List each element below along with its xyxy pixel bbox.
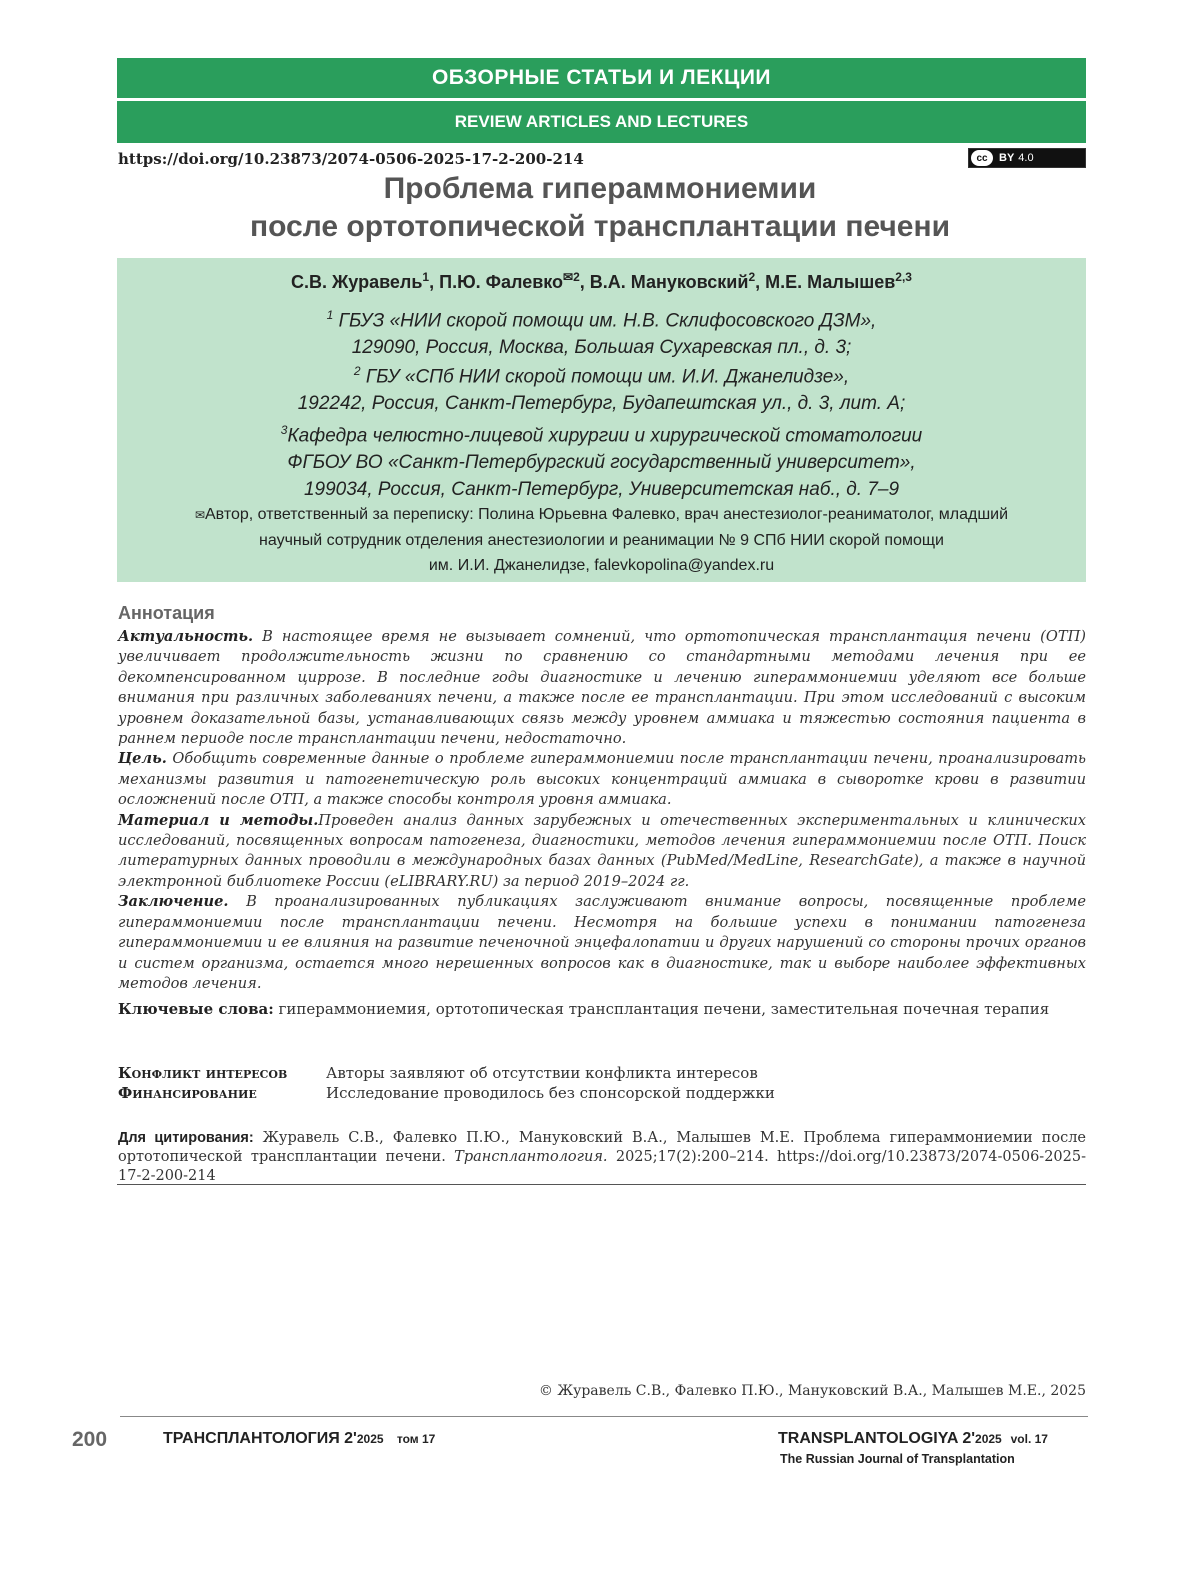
affiliation-sup: 3	[280, 423, 288, 437]
journal-title-ru: ТРАНСПЛАНТОЛОГИЯ 2'	[163, 1430, 357, 1447]
correspondence-email[interactable]: им. И.И. Джанелидзе, falevkopolina@yandex.ru	[428, 557, 775, 574]
journal-name-ru	[163, 1430, 435, 1448]
abstract-body	[118, 627, 1086, 994]
funding-label: Финансирование	[118, 1084, 257, 1102]
abstract-text: Проведен анализ данных зарубежных и отечественных экспериментальных и клинических исследований, посвященных вопросам патогенеза, диагностики, методов лечения гипераммониемии после ОТП. Поиск литературных данных проводили в международных базах данных (PubMed/MedLine, ResearchGate), а также в научной электронной библиотеке России (eLIBRARY.RU) за период 2019–2024 гг.	[118, 811, 1086, 890]
cc-license-badge[interactable]	[968, 148, 1086, 168]
author-list	[117, 270, 1086, 293]
abstract-text: В проанализированных публикациях заслуживают внимание вопросы, посвященные проблеме гипераммониемии после трансплантации печени. Несмотря на большие успехи в понимании патогенеза гипераммониемии и ее влияния на развитие печеночной энцефалопатии и других нарушений со стороны прочих органов и систем организма, остается много нерешенных вопросов как в диагностике, так и выборе наиболее эффективных методов лечения.	[118, 893, 1086, 992]
journal-subtitle-en: The Russian Journal of Transplantation	[780, 1452, 1015, 1466]
affiliation-3	[117, 417, 1086, 503]
journal-title-en: TRANSPLANTOLOGIYA 2'	[778, 1430, 976, 1447]
author-name: С.В. Журавель	[291, 272, 423, 292]
citation-journal: Трансплантология.	[454, 1149, 608, 1165]
title-line-1: Проблема гипераммониемии	[383, 172, 817, 205]
funding-text: Исследование проводилось без спонсорской поддержки	[326, 1084, 775, 1102]
keywords-label: Ключевые слова:	[118, 1000, 274, 1018]
abstract-methods	[118, 811, 1086, 893]
keywords	[118, 1000, 1086, 1018]
author-sep: ,	[579, 272, 590, 292]
journal-name-en	[778, 1430, 1048, 1448]
affiliation-line: 192242, Россия, Санкт-Петербург, Будапештская ул., д. 3, лит. А;	[297, 393, 906, 415]
affiliation-line: Кафедра челюстно-лицевой хирургии и хирургической стоматологии	[287, 425, 923, 447]
citation-text: Журавель С.В., Фалевко П.Ю., Мануковский В.А., Малышев М.Е. Проблема гипераммониемии после ортотопической трансплантации печени.	[118, 1130, 1086, 1165]
affiliation-line: ГБУ «СПб НИИ скорой помощи им. И.И. Джанелидзе»,	[360, 366, 850, 388]
abstract-aim	[118, 749, 1086, 810]
journal-volume-ru: том 17	[396, 1432, 436, 1446]
article-title	[0, 170, 1200, 246]
correspondence-line: научный сотрудник отделения анестезиологии и реанимации № 9 СПб НИИ скорой помощи	[259, 532, 944, 549]
citation	[118, 1129, 1086, 1186]
footer-divider	[120, 1416, 1088, 1417]
citation-label: Для цитирования:	[118, 1130, 254, 1146]
author-name: П.Ю. Фалевко	[439, 272, 564, 292]
affiliation-sup: 2	[353, 364, 361, 378]
affiliation-1	[117, 302, 1086, 361]
abstract-text: В настоящее время не вызывает сомнений, что ортотопическая трансплантация печени (ОТП) увеличивает продолжительность жизни по сравнению со стандартными методами лечения при ее декомпенсированном циррозе. В последние годы диагностике и лечению гипераммониемии уделяют все больше внимания при различных заболеваниях печени, а также после ее трансплантации. При этом исследований с высоким уровнем доказательной базы, устанавливающих связь между уровнем аммиака и тяжестью состояния пациента в раннем периоде после трансплантации печени, недостаточно.	[118, 628, 1086, 748]
correspondence-note	[117, 502, 1086, 578]
citation-text: 2025;17(2):200–214. https://doi.org/10.23873/2074-0506-2025-17-2-200-214	[118, 1149, 1086, 1184]
abstract-text: Обобщить современные данные о проблеме гипераммониемии после трансплантации печени, проанализировать механизмы развития и патогенетическую роль высоких концентраций аммиака в сыворотке крови в развитии осложнений после ОТП, а также способы контроля уровня аммиака.	[118, 750, 1086, 809]
abstract-relevance	[118, 627, 1086, 749]
abstract-label: Цель.	[118, 750, 167, 768]
affiliation-line: 129090, Россия, Москва, Большая Сухаревская пл., д. 3;	[351, 337, 852, 359]
abstract-label: Заключение.	[118, 893, 229, 911]
affiliation-2	[117, 358, 1086, 417]
abstract-heading: Аннотация	[118, 603, 215, 623]
author-name: В.А. Мануковский	[589, 272, 749, 292]
doi-link[interactable]: https://doi.org/10.23873/2074-0506-2025-17-2-200-214	[118, 150, 584, 168]
affiliation-line: ФГБОУ ВО «Санкт-Петербургский государственный университет»,	[287, 452, 916, 474]
divider	[117, 1184, 1086, 1185]
conflict-label: Конфликт интересов	[118, 1064, 288, 1082]
author-sup: 1	[422, 270, 430, 284]
conflict-text: Авторы заявляют об отсутствии конфликта интересов	[326, 1064, 758, 1082]
license-version: 4.0	[1018, 152, 1034, 164]
author-sep: ,	[429, 272, 440, 292]
disclosures	[118, 1063, 1086, 1103]
page-number: 200	[72, 1428, 108, 1451]
journal-volume-en: vol. 17	[1010, 1432, 1048, 1446]
copyright-note: © Журавель С.В., Фалевко П.Ю., Мануковский В.А., Малышев М.Е., 2025	[538, 1383, 1086, 1399]
affiliation-line: 199034, Россия, Санкт-Петербург, Университетская наб., д. 7–9	[303, 479, 900, 501]
abstract-conclusion	[118, 892, 1086, 994]
journal-year-ru: 2025	[356, 1432, 384, 1446]
title-line-2: после ортотопической трансплантации печени	[249, 210, 951, 243]
keywords-text: гипераммониемия, ортотопическая трансплантация печени, заместительная почечная терапия	[273, 1000, 1050, 1018]
affiliation-sup: 1	[326, 308, 334, 322]
author-name: М.Е. Малышев	[765, 272, 896, 292]
abstract-label: Материал и методы.	[118, 811, 319, 829]
envelope-icon: ✉	[194, 508, 205, 522]
section-banner-ru: ОБЗОРНЫЕ СТАТЬИ И ЛЕКЦИИ	[117, 58, 1086, 98]
affiliation-line: ГБУЗ «НИИ скорой помощи им. Н.В. Склифосовского ДЗМ»,	[333, 310, 877, 332]
author-sep: ,	[755, 272, 766, 292]
correspondence-line: Автор, ответственный за переписку: Полина Юрьевна Фалевко, врач анестезиолог-реаниматолог, младший	[205, 506, 1009, 523]
section-banner-en: REVIEW ARTICLES AND LECTURES	[117, 101, 1086, 143]
author-sup: 2	[748, 270, 756, 284]
author-sup: ✉2	[563, 270, 580, 284]
license-by: BY	[999, 152, 1015, 164]
author-sup: 2,3	[895, 270, 912, 284]
cc-icon: cc	[971, 150, 993, 166]
journal-year-en: 2025	[975, 1432, 1002, 1446]
abstract-label: Актуальность.	[118, 628, 254, 645]
